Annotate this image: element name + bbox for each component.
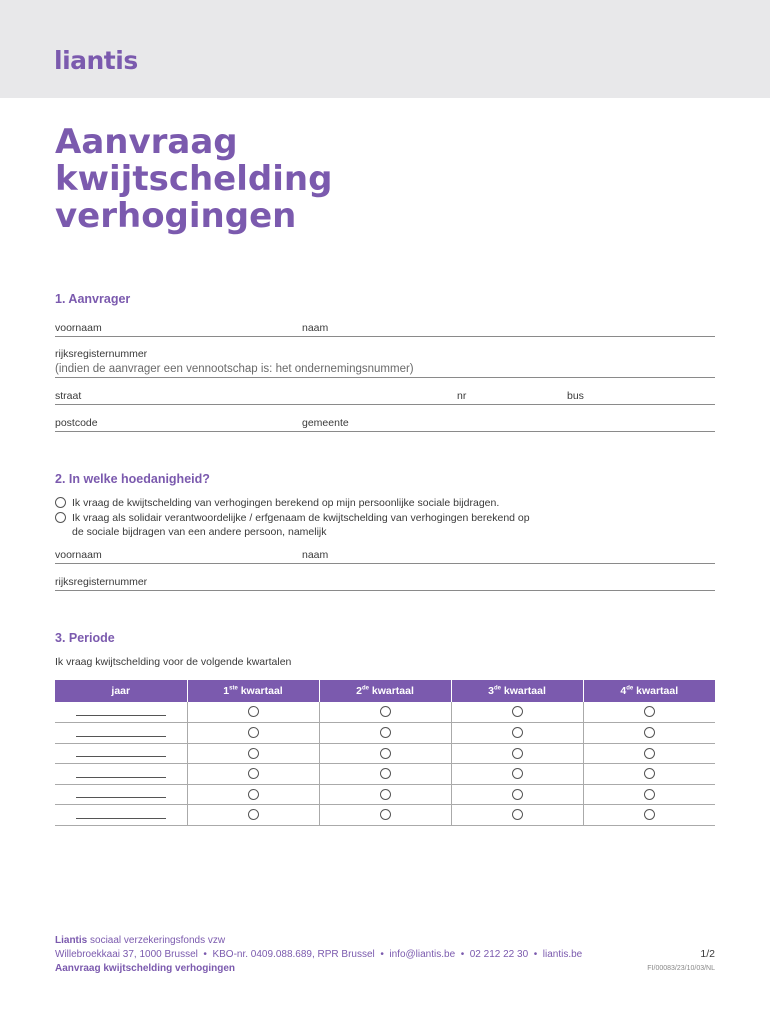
table-header-row — [55, 680, 715, 702]
q3-cell[interactable] — [451, 723, 583, 744]
label-gemeente: gemeente — [302, 417, 349, 429]
liantis-logo: liantis — [54, 46, 138, 75]
option-solidair-label-1: Ik vraag als solidair verantwoordelijke / erfgenaam de kwijtschelding van verhogingen berekend op — [72, 512, 530, 524]
q1-radio[interactable] — [248, 748, 259, 759]
field-row-rijksregister[interactable] — [55, 345, 715, 378]
section-aanvrager-title: 1. Aanvrager — [55, 292, 131, 306]
periode-table — [55, 680, 715, 826]
table-row — [55, 764, 715, 785]
q2-cell[interactable] — [319, 702, 451, 723]
table-row — [55, 723, 715, 744]
q4-radio[interactable] — [644, 706, 655, 717]
q4-cell[interactable] — [583, 702, 715, 723]
col-q2 — [319, 680, 451, 702]
q2-radio[interactable] — [380, 748, 391, 759]
q1-radio[interactable] — [248, 809, 259, 820]
q4-cell[interactable] — [583, 764, 715, 785]
q3-cell[interactable] — [451, 784, 583, 805]
footer — [55, 934, 582, 976]
option-persoonlijk-label: Ik vraag de kwijtschelding van verhogingen berekend op mijn persoonlijke sociale bijdragen. — [72, 497, 500, 509]
page-title — [55, 124, 475, 235]
q1-cell[interactable] — [187, 764, 319, 785]
label-other-naam: naam — [302, 549, 329, 561]
q2-radio[interactable] — [380, 768, 391, 779]
year-input-line[interactable] — [76, 707, 166, 716]
col-jaar: jaar — [55, 680, 187, 702]
year-cell[interactable] — [55, 723, 187, 744]
q1-radio[interactable] — [248, 789, 259, 800]
field-row-address[interactable] — [55, 386, 715, 405]
year-input-line[interactable] — [76, 769, 166, 778]
q1-cell[interactable] — [187, 743, 319, 764]
year-input-line[interactable] — [76, 789, 166, 798]
label-naam: naam — [302, 322, 329, 334]
q2-cell[interactable] — [319, 743, 451, 764]
year-input-line[interactable] — [76, 748, 166, 757]
q3-radio[interactable] — [512, 706, 523, 717]
title-line-1: Aanvraag — [55, 122, 238, 162]
option-solidair-label-2: de sociale bijdragen van een andere persoon, namelijk — [72, 526, 327, 538]
radio-solidair[interactable] — [55, 512, 66, 523]
q2-radio[interactable] — [380, 727, 391, 738]
q1-cell[interactable] — [187, 702, 319, 723]
table-row — [55, 702, 715, 723]
field-row-other-name[interactable] — [55, 545, 715, 564]
footer-doc-title: Aanvraag kwijtschelding verhogingen — [55, 963, 236, 974]
q3-number: 3 — [488, 685, 494, 697]
q4-cell[interactable] — [583, 784, 715, 805]
col-q1 — [187, 680, 319, 702]
year-input-line[interactable] — [76, 810, 166, 819]
q1-cell[interactable] — [187, 805, 319, 826]
q3-cell[interactable] — [451, 702, 583, 723]
q2-cell[interactable] — [319, 723, 451, 744]
q4-radio[interactable] — [644, 768, 655, 779]
q1-cell[interactable] — [187, 784, 319, 805]
q2-label: kwartaal — [371, 685, 414, 697]
q3-label: kwartaal — [503, 685, 546, 697]
year-cell[interactable] — [55, 805, 187, 826]
q2-radio[interactable] — [380, 789, 391, 800]
footer-brand-rest: sociaal verzekeringsfonds vzw — [90, 935, 226, 946]
q1-cell[interactable] — [187, 723, 319, 744]
title-line-2: kwijtschelding — [55, 159, 333, 199]
q4-cell[interactable] — [583, 723, 715, 744]
q1-label: kwartaal — [240, 685, 283, 697]
q1-radio[interactable] — [248, 706, 259, 717]
col-q4 — [583, 680, 715, 702]
q4-radio[interactable] — [644, 789, 655, 800]
q3-radio[interactable] — [512, 727, 523, 738]
year-input-line[interactable] — [76, 728, 166, 737]
document-code: FI/00083/23/10/03/NL — [647, 965, 715, 972]
section-periode-title: 3. Periode — [55, 631, 115, 645]
q1-number: 1 — [223, 685, 230, 697]
label-postcode: postcode — [55, 417, 98, 429]
q3-cell[interactable] — [451, 764, 583, 785]
option-persoonlijk[interactable] — [55, 496, 655, 510]
header-bar — [0, 0, 770, 98]
q4-radio[interactable] — [644, 809, 655, 820]
field-row-city[interactable] — [55, 413, 715, 432]
label-other-voornaam: voornaam — [55, 549, 102, 561]
section-hoedanigheid-title: 2. In welke hoedanigheid? — [55, 472, 210, 486]
label-straat: straat — [55, 390, 82, 402]
q3-radio[interactable] — [512, 809, 523, 820]
q4-number: 4 — [620, 685, 627, 697]
label-voornaam: voornaam — [55, 322, 102, 334]
q1-radio[interactable] — [248, 768, 259, 779]
footer-brand: Liantis — [55, 935, 88, 946]
q4-cell[interactable] — [583, 743, 715, 764]
option-solidair[interactable] — [55, 511, 655, 539]
col-q3 — [451, 680, 583, 702]
radio-persoonlijk[interactable] — [55, 497, 66, 508]
year-cell[interactable] — [55, 784, 187, 805]
q4-suffix: de — [626, 685, 634, 692]
q3-cell[interactable] — [451, 805, 583, 826]
label-bus: bus — [567, 390, 584, 402]
table-row — [55, 805, 715, 826]
q3-cell[interactable] — [451, 743, 583, 764]
label-rijksregisternummer: rijksregisternummer — [55, 348, 148, 360]
q4-cell[interactable] — [583, 805, 715, 826]
page-number: 1/2 — [700, 948, 715, 960]
q2-cell[interactable] — [319, 784, 451, 805]
q2-number: 2 — [356, 685, 362, 697]
q3-suffix: de — [493, 685, 501, 692]
q4-radio[interactable] — [644, 748, 655, 759]
q3-radio[interactable] — [512, 748, 523, 759]
table-row — [55, 743, 715, 764]
q3-radio[interactable] — [512, 768, 523, 779]
q4-radio[interactable] — [644, 727, 655, 738]
field-row-name[interactable] — [55, 318, 715, 337]
q2-cell[interactable] — [319, 764, 451, 785]
q1-suffix: ste — [229, 685, 238, 692]
q1-radio[interactable] — [248, 727, 259, 738]
q2-cell[interactable] — [319, 805, 451, 826]
table-row — [55, 784, 715, 805]
label-nr: nr — [457, 390, 467, 402]
year-cell[interactable] — [55, 764, 187, 785]
title-line-3: verhogingen — [55, 196, 297, 236]
year-cell[interactable] — [55, 743, 187, 764]
hint-ondernemingsnummer: (indien de aanvrager een vennootschap is: het ondernemingsnummer) — [55, 363, 414, 375]
label-other-rijksregisternummer: rijksregisternummer — [55, 576, 148, 588]
q3-radio[interactable] — [512, 789, 523, 800]
q4-label: kwartaal — [636, 685, 679, 697]
footer-address: Willebroekkaai 37, 1000 Brussel • KBO-nr. 0409.088.689, RPR Brussel • info@liantis.be • 02 212 22 30 • liantis.be — [55, 949, 583, 960]
q2-radio[interactable] — [380, 809, 391, 820]
q2-suffix: de — [361, 685, 369, 692]
q2-radio[interactable] — [380, 706, 391, 717]
year-cell[interactable] — [55, 702, 187, 723]
periode-intro: Ik vraag kwijtschelding voor de volgende kwartalen — [55, 656, 292, 668]
field-row-other-rijksregister[interactable] — [55, 572, 715, 591]
footer-brand-line — [55, 934, 582, 948]
